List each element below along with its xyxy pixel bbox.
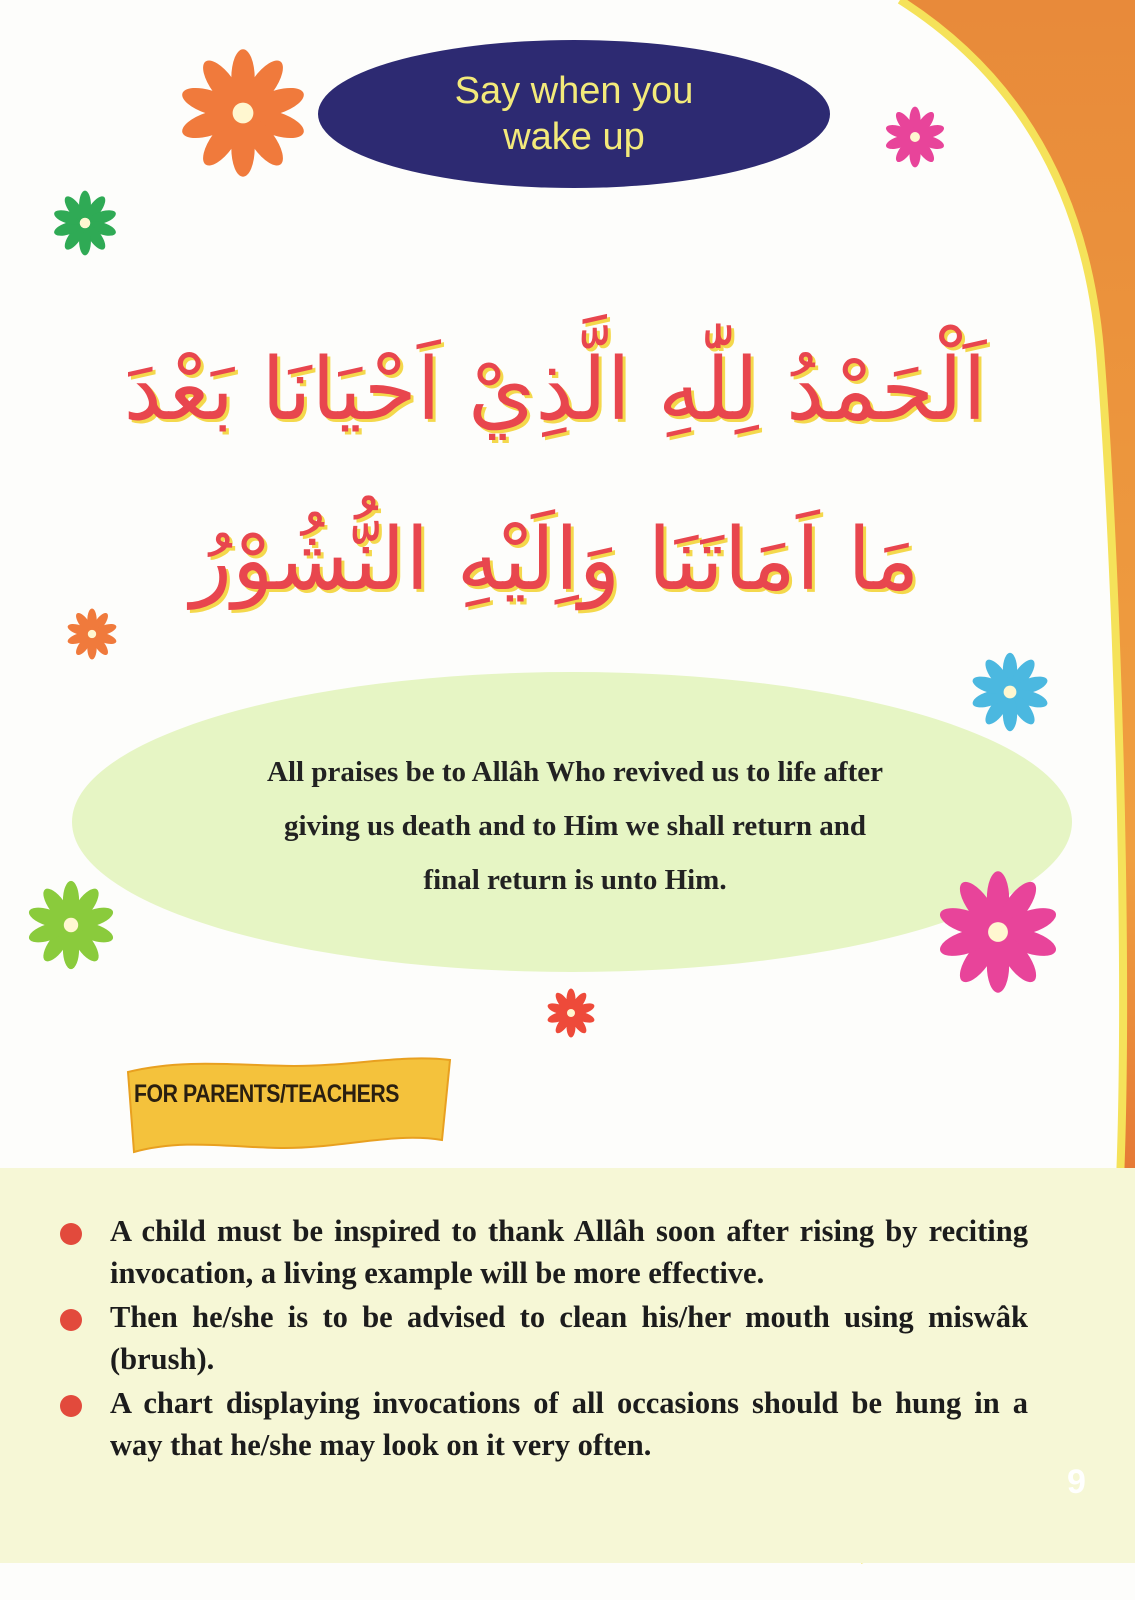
- flower-icon: [884, 106, 946, 168]
- flower-icon: [26, 880, 116, 970]
- translation-line-3: final return is unto Him.: [423, 864, 727, 896]
- list-item: [58, 1296, 1028, 1380]
- list-item: [58, 1210, 1028, 1294]
- title-badge: [318, 40, 830, 188]
- list-item: [58, 1382, 1028, 1466]
- translation-line-2: giving us death and to Him we shall return and: [284, 810, 866, 842]
- list-item-text: Then he/she is to be advised to clean his/her mouth using miswâk (brush).: [110, 1300, 1028, 1376]
- dua-arabic-line-2: مَا اَمَاتَنَا وَاِلَيْهِ النُّشُوْرُ: [190, 510, 920, 610]
- flower-icon: [546, 988, 596, 1038]
- page-number: 9: [1067, 1463, 1086, 1501]
- flower-icon: [178, 48, 308, 178]
- bullet-icon: [60, 1223, 82, 1245]
- title-line-1: Say when you: [454, 70, 694, 112]
- title-line-2: wake up: [503, 116, 645, 158]
- flower-icon: [52, 190, 118, 256]
- translation-line-1: All praises be to Allâh Who revived us to life after: [267, 756, 883, 788]
- list-item-text: A chart displaying invocations of all occasions should be hung in a way that he/she may look on it very often.: [110, 1386, 1028, 1462]
- section-label: FOR PARENTS/TEACHERS: [134, 1080, 400, 1108]
- flower-icon: [936, 870, 1060, 994]
- parent-tips-list: [58, 1210, 1028, 1468]
- list-item-text: A child must be inspired to thank Allâh soon after rising by reciting invocation, a living example will be more effective.: [110, 1214, 1028, 1290]
- bullet-icon: [60, 1395, 82, 1417]
- translation-text: [160, 745, 990, 907]
- flower-icon: [970, 652, 1050, 732]
- bullet-icon: [60, 1309, 82, 1331]
- flower-icon: [66, 608, 118, 660]
- dua-arabic-line-1: اَلْحَمْدُ لِلّٰهِ الَّذِيْ اَحْيَانَا بَعْدَ: [123, 340, 987, 440]
